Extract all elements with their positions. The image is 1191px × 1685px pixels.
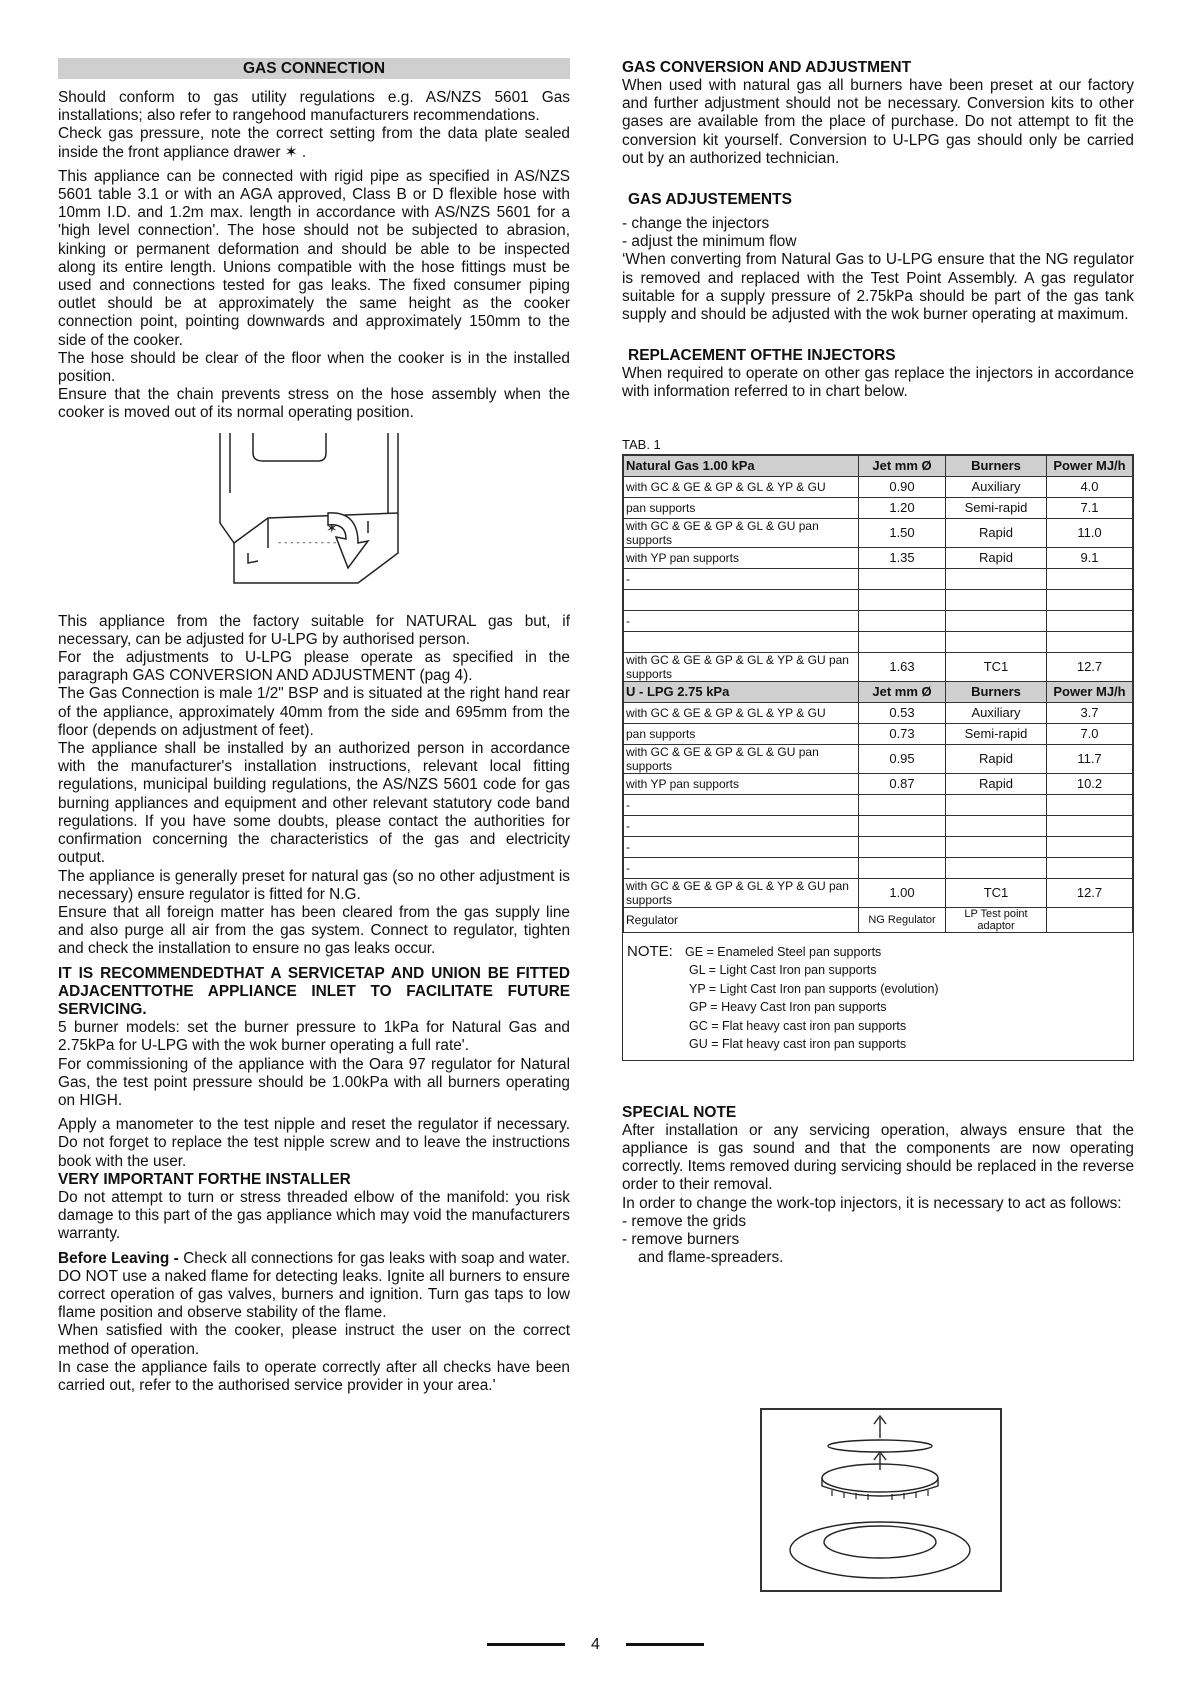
page-number: 4: [0, 1636, 1191, 1654]
recommendation-text: IT IS RECOMMENDEDTHAT A SERVICETAP AND UNION BE FITTED ADJACENTTOTHE APPLIANCE INLET TO FACILITATE FUTURE SERVICING.: [58, 964, 570, 1018]
table-cell: 11.0: [1047, 518, 1133, 547]
table-cell: 3.7: [1047, 702, 1133, 723]
table-cell: with GC & GE & GP & GL & YP & GU pan supports: [624, 878, 859, 907]
table-cell: [946, 815, 1047, 836]
table-row: [624, 794, 1133, 815]
table-row: [624, 836, 1133, 857]
table-cell: [1047, 631, 1133, 652]
note-item: GC = Flat heavy cast iron pan supports: [689, 1018, 907, 1033]
table-label: TAB. 1: [622, 436, 661, 452]
table-cell: with GC & GE & GP & GL & YP & GU pan supports: [624, 652, 859, 681]
paragraph: When required to operate on other gas replace the injectors in accordance with information referred to in chart below.: [622, 365, 1134, 401]
table-cell: with GC & GE & GP & GL & GU pan supports: [624, 518, 859, 547]
table-cell: 1.35: [859, 547, 946, 568]
table-cell: [1047, 610, 1133, 631]
note-item: GU = Flat heavy cast iron pan supports: [689, 1037, 907, 1052]
table-row: [624, 631, 1133, 652]
note-item: YP = Light Cast Iron pan supports (evolution): [689, 981, 939, 996]
paragraph: Do not attempt to turn or stress threaded elbow of the manifold: you risk damage to this part of the gas appliance which may void the manufacturers warranty.: [58, 1188, 570, 1243]
table-cell: [859, 857, 946, 878]
table-row: [624, 518, 1133, 547]
notes: [623, 943, 1133, 1054]
note-label: NOTE:: [627, 942, 673, 960]
note-item: NOTE: GE = Enameled Steel pan supports: [627, 942, 882, 960]
table-cell: [946, 589, 1047, 610]
table-cell: Rapid: [946, 744, 1047, 773]
table-cell: Rapid: [946, 773, 1047, 794]
table-row: [624, 568, 1133, 589]
list-item: - change the injectors: [622, 215, 770, 233]
table-cell: Jet mm Ø: [859, 681, 946, 702]
paragraph: ‘When converting from Natural Gas to U-LPG ensure that the NG regulator is removed and replaced with the Test Point Assembly. A gas regulator suitable for a supply pressure of 2.75kPa should be part of the gas tank supply and should be adjusted with the wok burner operating at maximum.: [622, 251, 1134, 324]
table-cell: [1047, 794, 1133, 815]
burner-figure: [760, 1408, 1002, 1592]
table-cell: -: [624, 836, 859, 857]
table-row: [624, 589, 1133, 610]
table-cell: [859, 815, 946, 836]
svg-text:- - - - - - - - - -: - - - - - - - - - -: [278, 537, 337, 548]
table-header-row: [624, 681, 1133, 702]
paragraph: In case the appliance fails to operate correctly after all checks have been carried out, refer to the authorised service provider in your area.': [58, 1358, 570, 1394]
left-column: [58, 58, 570, 1395]
table-cell: pan supports: [624, 723, 859, 744]
table-cell: [1047, 836, 1133, 857]
before-leaving-label: Before Leaving -: [58, 1249, 184, 1267]
table-cell: [859, 589, 946, 610]
table-cell: Rapid: [946, 518, 1047, 547]
table-cell: 7.1: [1047, 497, 1133, 518]
table-cell: TC1: [946, 878, 1047, 907]
table-cell: with YP pan supports: [624, 547, 859, 568]
table-cell: LP Test point adaptor: [946, 907, 1047, 932]
table-cell: with GC & GE & GP & GL & YP & GU: [624, 476, 859, 497]
table-row: [624, 723, 1133, 744]
table-row: [624, 476, 1133, 497]
table-cell: Regulator: [624, 907, 859, 932]
table-cell: [624, 589, 859, 610]
table-cell: 1.50: [859, 518, 946, 547]
rule: [487, 1643, 565, 1646]
table-cell: -: [624, 794, 859, 815]
very-important-heading: VERY IMPORTANT FORTHE INSTALLER: [58, 1170, 351, 1188]
paragraph: When satisfied with the cooker, please instruct the user on the correct method of operation.: [58, 1322, 570, 1358]
table-cell: Burners: [946, 455, 1047, 476]
table-cell: [946, 794, 1047, 815]
paragraph: In order to change the work-top injectors, it is necessary to act as follows:: [622, 1194, 1122, 1212]
table-cell: [859, 836, 946, 857]
table-cell: U - LPG 2.75 kPa: [624, 681, 859, 702]
table-row: [624, 878, 1133, 907]
table-cell: [1047, 568, 1133, 589]
table-cell: [1047, 907, 1133, 932]
table-cell: Natural Gas 1.00 kPa: [624, 455, 859, 476]
table-cell: [859, 568, 946, 589]
table-cell: 0.95: [859, 744, 946, 773]
list-item: - remove burners: [622, 1231, 740, 1249]
table-row: [624, 652, 1133, 681]
special-note-heading: SPECIAL NOTE: [622, 1103, 737, 1121]
replacement-heading: REPLACEMENT OFTHE INJECTORS: [628, 347, 896, 365]
table-cell: Rapid: [946, 547, 1047, 568]
table-cell: 12.7: [1047, 878, 1133, 907]
table-cell: 0.90: [859, 476, 946, 497]
table-cell: 9.1: [1047, 547, 1133, 568]
list-item: - adjust the minimum flow: [622, 233, 797, 251]
before-leaving-paragraph: Before Leaving - Check all connections for gas leaks with soap and water. DO NOT use a naked flame for detecting leaks. Ignite all burners to ensure correct operation of gas valves, burners and ignition. Turn gas taps to low flame position and observe stability of the flame.: [58, 1249, 570, 1322]
paragraph: Apply a manometer to the test nipple and reset the regulator if necessary. Do not forget to replace the test nipple screw and to leave the instructions book with the user.: [58, 1116, 570, 1170]
table-cell: Semi-rapid: [946, 723, 1047, 744]
table-cell: 0.73: [859, 723, 946, 744]
table-cell: [1047, 589, 1133, 610]
table-row: [624, 497, 1133, 518]
note-item: GP = Heavy Cast Iron pan supports: [689, 1000, 887, 1015]
paragraph: For commissioning of the appliance with the Oara 97 regulator for Natural Gas, the test point pressure should be 1.00kPa with all burners operating on HIGH.: [58, 1055, 570, 1109]
table-cell: [946, 568, 1047, 589]
table-cell: with GC & GE & GP & GL & GU pan supports: [624, 744, 859, 773]
list-item: - remove the grids: [622, 1212, 747, 1230]
paragraph: Should conform to gas utility regulations e.g. AS/NZS 5601 Gas installations; also refer to rangehood manufacturers recommendations.: [58, 89, 570, 125]
paragraph: For the adjustments to U-LPG please operate as specified in the paragraph GAS CONVERSION AND ADJUSTMENT (pag 4).: [58, 649, 570, 685]
paragraph: The hose should be clear of the floor when the cooker is in the installed position.: [58, 349, 570, 386]
table-cell: [859, 794, 946, 815]
paragraph: This appliance from the factory suitable for NATURAL gas but, if necessary, can be adjusted for U-LPG by authorised person.: [58, 612, 570, 648]
table-cell: 4.0: [1047, 476, 1133, 497]
table-cell: 10.2: [1047, 773, 1133, 794]
paragraph: After installation or any servicing operation, always ensure that the appliance is gas sound and that the components are now operating correctly. Items removed during servicing should be replaced in the reverse order to their removal.: [622, 1121, 1134, 1194]
table-row: [624, 773, 1133, 794]
table-cell: -: [624, 815, 859, 836]
table-cell: Auxiliary: [946, 702, 1047, 723]
drawer-figure: [208, 433, 408, 603]
table-cell: 0.87: [859, 773, 946, 794]
injector-table-grid: [623, 455, 1133, 933]
table-cell: Jet mm Ø: [859, 455, 946, 476]
table-cell: -: [624, 610, 859, 631]
table-row: [624, 547, 1133, 568]
table-cell: with YP pan supports: [624, 773, 859, 794]
table-row: [624, 815, 1133, 836]
gas-conversion-heading: GAS CONVERSION AND ADJUSTMENT: [622, 59, 912, 76]
paragraph: This appliance can be connected with rigid pipe as specified in AS/NZS 5601 table 3.1 or with an AGA approved, Class B or D flexible hose with 10mm I.D. and 1.2m max. length in accordance with AS/NZS 5601 for a 'high level connection'. The hose should not be subjected to abrasion, kinking or permanent deformation and should be able to be inspected along its entire length. Unions compatible with the hose fittings must be used and connections tested for gas leaks. The fixed consumer piping outlet should be at approximately the same height as the cooker connection point, pointing downwards and approximately 150mm to the side of the cooker.: [58, 167, 570, 349]
table-cell: [859, 631, 946, 652]
right-column: [622, 58, 1134, 1267]
table-header-row: [624, 455, 1133, 476]
table-row: [624, 702, 1133, 723]
note-item: GL = Light Cast Iron pan supports: [689, 963, 877, 978]
table-cell: with GC & GE & GP & GL & YP & GU: [624, 702, 859, 723]
paragraph: The Gas Connection is male 1/2" BSP and is situated at the right hand rear of the appliance, approximately 40mm from the side and 695mm from the floor (depends on adjustment of feet).: [58, 685, 570, 739]
table-cell: [946, 631, 1047, 652]
paragraph: Ensure that all foreign matter has been cleared from the gas supply line and also purge all air from the gas system. Connect to regulator, tighten and check the installation to ensure no gas leaks occur.: [58, 903, 570, 958]
table-row: [624, 744, 1133, 773]
table-cell: Burners: [946, 681, 1047, 702]
paragraph: The appliance is generally preset for natural gas (so no other adjustment is necessary) ensure regulator is fitted for N.G.: [58, 867, 570, 903]
paragraph: When used with natural gas all burners have been preset at our factory and further adjustment should not be necessary. Conversion kits to other gases are available from the place of purchase. Do not attempt to fit the conversion kit yourself. Conversion to U-LPG gas should only be carried out by an authorized technician.: [622, 77, 1134, 167]
paragraph: Ensure that the chain prevents stress on the hose assembly when the cooker is moved out of its normal operating position.: [58, 386, 570, 422]
table-cell: Power MJ/h: [1047, 681, 1133, 702]
paragraph: The appliance shall be installed by an authorized person in accordance with the manufacturer's installation instructions, relevant local fitting regulations, municipal building regulations, the AS/NZS 5601 code for gas burning appliances and equipment and other relevant statutory code band regulations. If you have some doubts, please contact the authorities for confirmation concerning the characteristics of the gas and electricity output.: [58, 740, 570, 867]
paragraph: Check gas pressure, note the correct setting from the data plate sealed inside the front appliance drawer ✶ .: [58, 125, 570, 161]
table-row: [624, 907, 1133, 932]
table-cell: [624, 631, 859, 652]
gas-adjustments-heading: GAS ADJUSTEMENTS: [628, 191, 792, 209]
injector-table: [622, 454, 1134, 1061]
table-cell: [1047, 857, 1133, 878]
gas-connection-heading: GAS CONNECTION: [58, 58, 570, 79]
paragraph: 5 burner models: set the burner pressure to 1kPa for Natural Gas and 2.75kPa for U-LPG with the wok burner operating a full rate'.: [58, 1019, 570, 1055]
table-cell: NG Regulator: [859, 907, 946, 932]
injector-table-body: [624, 455, 1133, 932]
table-row: [624, 610, 1133, 631]
table-cell: [1047, 815, 1133, 836]
table-cell: 12.7: [1047, 652, 1133, 681]
table-cell: TC1: [946, 652, 1047, 681]
table-cell: Power MJ/h: [1047, 455, 1133, 476]
table-cell: pan supports: [624, 497, 859, 518]
svg-text:✶: ✶: [326, 520, 338, 537]
table-cell: 0.53: [859, 702, 946, 723]
table-row: [624, 857, 1133, 878]
table-cell: -: [624, 857, 859, 878]
rule: [626, 1643, 704, 1646]
table-cell: Auxiliary: [946, 476, 1047, 497]
table-cell: 11.7: [1047, 744, 1133, 773]
table-cell: [859, 610, 946, 631]
table-cell: [946, 610, 1047, 631]
table-cell: Semi-rapid: [946, 497, 1047, 518]
table-cell: -: [624, 568, 859, 589]
table-cell: 1.63: [859, 652, 946, 681]
list-item: and flame-spreaders.: [638, 1249, 784, 1267]
table-cell: [946, 857, 1047, 878]
table-cell: [946, 836, 1047, 857]
table-cell: 1.20: [859, 497, 946, 518]
table-cell: 1.00: [859, 878, 946, 907]
table-cell: 7.0: [1047, 723, 1133, 744]
